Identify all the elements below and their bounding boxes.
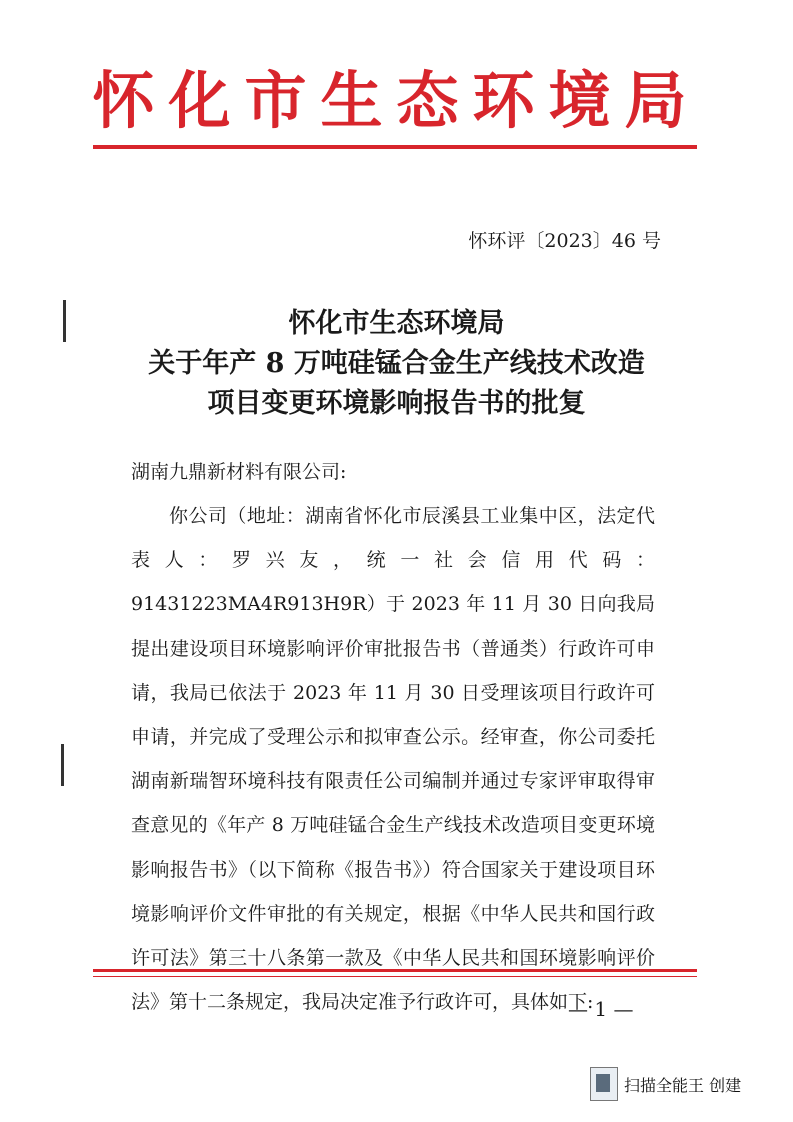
title-line: 怀化市生态环境局 bbox=[288, 308, 505, 339]
agency-header: 怀化市生态环境局 bbox=[92, 64, 701, 137]
document-number: 怀环评〔2023〕46 号 bbox=[468, 230, 661, 252]
recipient: 湖南九鼎新材料有限公司: bbox=[131, 461, 347, 483]
binding-mark bbox=[61, 744, 64, 786]
title-line: 项目变更环境影响报告书的批复 bbox=[207, 388, 586, 419]
body-paragraph: 你公司（地址：湖南省怀化市辰溪县工业集中区，法定代表人：罗兴友，统一社会信用代码：91431223MA4R913H9R）于 2023 年 11 月 30 日向我局提出建设项目环境影响评价审批报告书（普通类）行政许可申请，我局已依法于 2023 年 11 月 30 日受理该项目行政许可申请，并完成了受理公示和拟审查公示。经审查，你公司委托湖南新瑞智环境科技有限责任公司编制并通过专家评审取得审查意见的《年产 8 万吨硅锰合金生产线技术改造项目变更环境影响报告书》（以下简称《报告书》）符合国家关于建设项目环境影响评价文件审批的有关规定，根据《中华人民共和国行政许可法》第三十八条第一款及《中华人民共和国环境影响评价法》第十二条规定，我局决定准予行政许可，具体如下: bbox=[131, 505, 655, 1014]
title-line: 关于年产 8 万吨硅锰合金生产线技术改造 bbox=[148, 348, 645, 379]
scanner-logo-icon bbox=[590, 1067, 618, 1101]
header-red-rule bbox=[93, 145, 697, 149]
scanner-watermark bbox=[590, 1067, 741, 1101]
footer-red-rule-thin bbox=[93, 976, 697, 977]
document-title bbox=[0, 304, 793, 424]
page-number: — 1 — bbox=[568, 997, 634, 1021]
footer-red-rule bbox=[93, 969, 697, 972]
watermark-text: 扫描全能王 创建 bbox=[624, 1075, 742, 1095]
